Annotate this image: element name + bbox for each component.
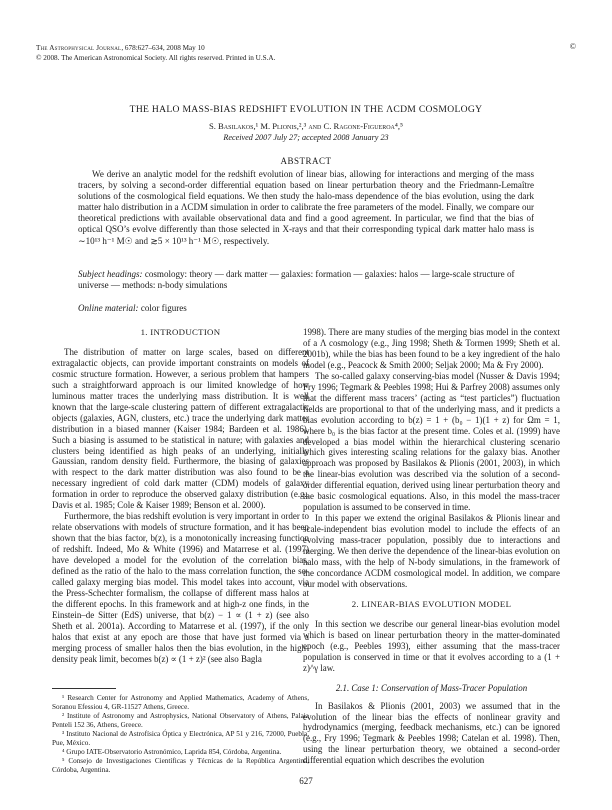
journal-citation bbox=[36, 44, 275, 54]
online-material-text: color figures bbox=[140, 303, 187, 313]
right-column bbox=[303, 327, 560, 766]
footnotes bbox=[52, 688, 309, 775]
author-list: S. Basilakos,¹ M. Plionis,²,³ and C. Ragone-Figueroa⁴,⁵ bbox=[208, 121, 403, 131]
copyright-line: © 2008. The American Astronomical Society. All rights reserved. Printed in U.S.A. bbox=[36, 53, 276, 62]
paragraph: The so-called galaxy conserving-bias model (Nusser & Davis 1994; Fry 1996; Tegmark & Peebles 1998; Hui & Parfrey 2008) assumes only that the different mass tracers’ (acting as “test particles”) fluctuation fields are proportional to that of the underlying mass, and it predicts a bias evolution according to b(z) = 1 + (b₀ − 1)(1 + z) for Ωm = 1, where b₀ is the bias factor at the present time. Coles et al. (1999) have developed a bias model within the hierarchical clustering scenario which gives interesting scaling relations for the galaxy bias. Another approach was proposed by Basilakos & Plionis (2001, 2003), in which the linear-bias evolution was described via the solution of a second-order differential equation, derived using linear perturbation theory and the basic cosmological equations. Also, in this model the mass-tracer population is assumed to be conserved in time. bbox=[303, 370, 560, 513]
copyright-symbol: © bbox=[569, 42, 576, 51]
running-header bbox=[36, 44, 275, 63]
footnote-rule bbox=[52, 688, 116, 689]
footnote: ² Institute of Astronomy and Astrophysics, National Observatory of Athens, Palaia Penteli 152 36, Athens, Greece. bbox=[52, 712, 309, 729]
subject-headings-label: Subject headings: bbox=[78, 269, 143, 279]
online-material-label: Online material: bbox=[78, 303, 139, 313]
paragraph: The distribution of matter on large scales, based on different extragalactic objects, can provide important constraints on models of cosmic structure formation. However, a serious problem that hampers such a straightforward approach is our limited knowledge of how luminous matter traces the underlying mass distribution. It is well known that the large-scale clustering pattern of different extragalactic objects (galaxies, AGN, clusters, etc.) trace the underlying dark matter distribution in a biased manner (Kaiser 1984; Bardeen et al. 1986). Such a biasing is assumed to be statistical in nature; with galaxies and clusters being identified as high peaks of an underlying, initially Gaussian, random density field. Furthermore, the biasing of galaxies with respect to the dark matter distribution was also found to be a necessary ingredient of cold dark matter (CDM) models of galaxy formation in order to reproduce the observed galaxy distribution (e.g., Davis et al. 1985; Cole & Kaiser 1989; Benson et al. 2000). bbox=[52, 346, 309, 511]
subsection-heading-case-1: 2.1. Case 1: Conservation of Mass-Tracer Population bbox=[335, 682, 528, 693]
abstract-heading: ABSTRACT bbox=[280, 156, 332, 166]
paragraph: In Basilakos & Plionis (2001, 2003) we assumed that in the evolution of the linear bias the effects of nonlinear gravity and hydrodynamics (merging, feedback mechanisms, etc.) can be ignored (e.g., Fry 1996; Tegmark & Peebles 1998; Catelan et al. 1998). Then, using the linear perturbation theory, we obtained a second-order differential equation which describes the evolution bbox=[303, 700, 560, 766]
footnote: ¹ Research Center for Astronomy and Applied Mathematics, Academy of Athens, Soranou Efessiou 4, GR-11527 Athens, Greece. bbox=[52, 694, 309, 711]
subject-headings-text: cosmology: theory — dark matter — galaxies: formation — galaxies: halos — large-scale structure of universe — methods: n-body simulations bbox=[78, 269, 515, 291]
citation-details: , 678:627–634, 2008 May 10 bbox=[121, 44, 205, 52]
abstract-text: We derive an analytic model for the redshift evolution of linear bias, allowing for interactions and merging of the mass tracers, by solving a second-order differential equation based on linear perturbation theory and the Friedmann-Lemaître solutions of the cosmological field equations. We then study the halo-mass dependence of the bias evolution, using the dark matter halo distribution in a ΛCDM simulation in order to calibrate the free parameters of the model. Finally, we compare our theoretical predictions with available observational data and find a good agreement. In particular, we find that the bias of optical QSO’s evolve differently than those selected in X-rays and that their corresponding typical dark matter halo mass is ∼10¹³ h⁻¹ M☉ and ≳5 × 10¹³ h⁻¹ M☉, respectively. bbox=[78, 169, 534, 246]
footnote: ⁵ Consejo de Investigaciones Científicas y Técnicas de la República Argentina, Córdoba, Argentina. bbox=[52, 757, 309, 774]
left-column bbox=[52, 327, 309, 665]
journal-name: The Astrophysical Journal bbox=[36, 44, 122, 52]
page-number: 627 bbox=[299, 776, 313, 786]
subject-headings bbox=[78, 269, 534, 291]
received-accepted-dates: Received 2007 July 27; accepted 2008 January 23 bbox=[223, 133, 389, 142]
footnote: ⁴ Grupo IATE-Observatorio Astronómico, Laprida 854, Córdoba, Argentina. bbox=[62, 748, 282, 756]
paragraph: In this paper we extend the original Basilakos & Plionis linear and scale-independent bias evolution model to include the effects of an evolving mass-tracer population, possibly due to interactions and merging. We then derive the dependence of the linear-bias evolution on halo mass, with the help of N-body simulations, in the framework of the concordance ΛCDM cosmological model. In addition, we compare our model with observations. bbox=[303, 513, 560, 589]
section-heading-introduction: 1. INTRODUCTION bbox=[140, 327, 221, 337]
paragraph: Furthermore, the bias redshift evolution is very important in order to relate observations with models of structure formation, and it has been shown that the bias factor, b(z), is a monotonically increasing function of redshift. Indeed, Mo & White (1996) and Matarrese et al. (1997) have developed a model for the evolution of the correlation bias, defined as the ratio of the halo to the mass correlation function, the so-called galaxy merging bias model. This model takes into account, via the Press-Schechter formalism, the collapse of different mass halos at the different epochs. In this framework and at high-z one finds, in the Einstein–de Sitter (EdS) universe, that b(z) − 1 ∝ (1 + z) (see also Sheth et al. 2001a). According to Matarrese et al. (1997), if the only halos that exist at any epoch are those that have just formed via a merging process of smaller halos then the bias evolution, in the high-density peak limit, becomes b(z) ∝ (1 + z)² (see also Bagla bbox=[52, 511, 309, 664]
section-heading-linear-bias-model: 2. LINEAR-BIAS EVOLUTION MODEL bbox=[351, 598, 512, 609]
paragraph: In this section we describe our general linear-bias evolution model which is based on linear perturbation theory in the matter-dominated epoch (e.g., Peebles 1993), either assuming that the mass-tracer population is conserved in time or that it evolves according to a (1 + z)^γ law. bbox=[303, 618, 560, 673]
paragraph: 1998). There are many studies of the merging bias model in the context of a Λ cosmology (e.g., Jing 1998; Sheth & Tormen 1999; Sheth et al. 2001b), while the bias has been found to be a key ingredient of the halo model (e.g., Peacock & Smith 2000; Seljak 2000; Ma & Fry 2000). bbox=[303, 327, 560, 370]
paper-title: THE HALO MASS-BIAS REDSHIFT EVOLUTION IN THE ΛCDM COSMOLOGY bbox=[129, 104, 483, 115]
online-material bbox=[78, 303, 187, 313]
footnote: ³ Instituto Nacional de Astrofísica Óptica y Electrónica, AP 51 y 216, 72000, Puebla, Pue, México. bbox=[52, 730, 309, 747]
